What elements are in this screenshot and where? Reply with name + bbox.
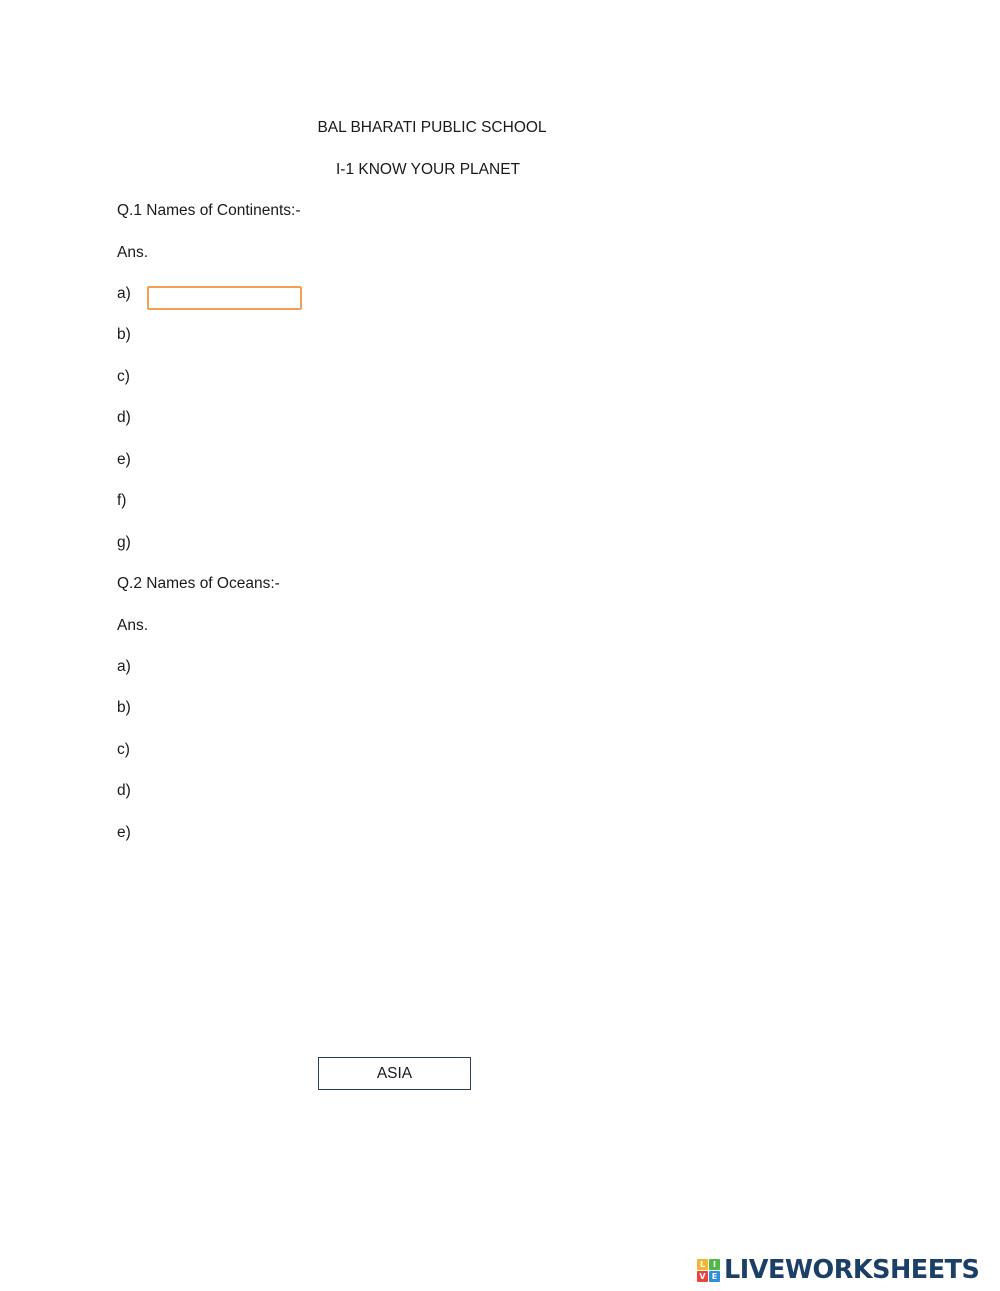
q2-question: Q.2 Names of Oceans:- — [117, 575, 280, 592]
q2-item-label: c) — [117, 741, 130, 758]
q1-item-label: a) — [117, 285, 131, 302]
q1-answer-a-input[interactable] — [147, 286, 302, 310]
q1-question: Q.1 Names of Continents:- — [117, 202, 301, 219]
logo-tile: I — [709, 1259, 720, 1270]
q2-item-label: b) — [117, 699, 131, 716]
logo-tile: V — [697, 1271, 708, 1282]
logo-tile: E — [709, 1271, 720, 1282]
q1-item-label: b) — [117, 326, 131, 343]
q1-item-label: g) — [117, 534, 131, 551]
drag-option-asia[interactable] — [318, 1057, 471, 1090]
q2-ans-label: Ans. — [117, 617, 149, 634]
q1-item-label: e) — [117, 451, 131, 468]
school-name: BAL BHARATI PUBLIC SCHOOL — [317, 119, 547, 136]
q1-item-label: d) — [117, 409, 131, 426]
liveworksheets-logo — [697, 1255, 979, 1285]
q2-item-label: d) — [117, 782, 131, 799]
q2-item-label: e) — [117, 824, 131, 841]
q2-item-label: a) — [117, 658, 131, 675]
drag-option-label: ASIA — [376, 1064, 413, 1082]
logo-tile: L — [697, 1259, 708, 1270]
liveworksheets-logo-text: LIVEWORKSHEETS — [724, 1255, 980, 1285]
q1-item-label: f) — [117, 492, 127, 509]
q1-item-label: c) — [117, 368, 130, 385]
q1-ans-label: Ans. — [117, 244, 149, 261]
liveworksheets-logo-icon — [697, 1259, 720, 1282]
worksheet-title: I-1 KNOW YOUR PLANET — [335, 161, 521, 178]
